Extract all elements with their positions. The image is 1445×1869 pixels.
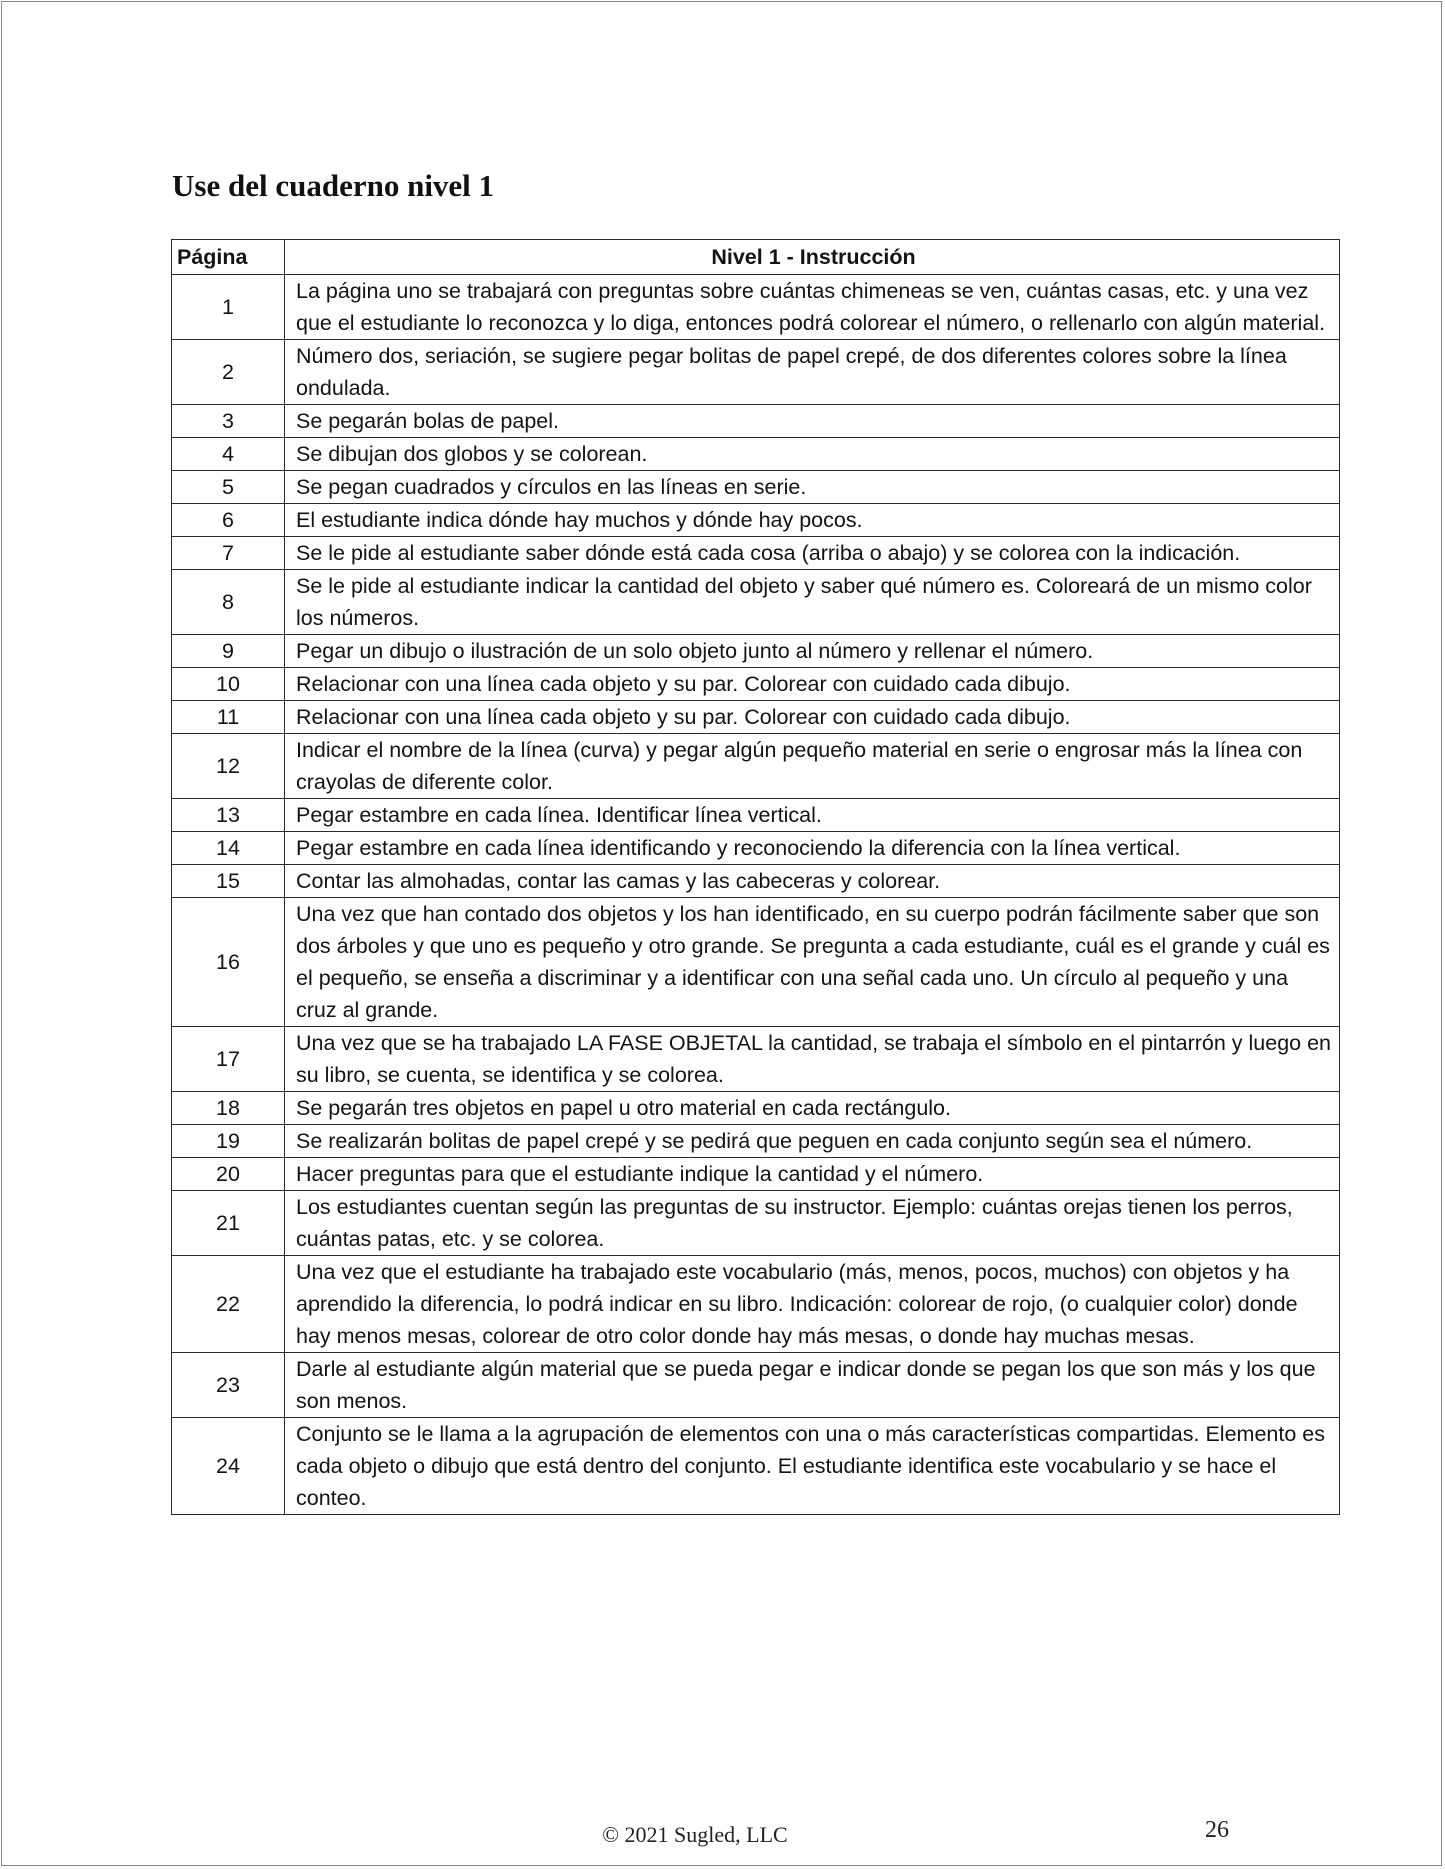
page-number-cell: 6: [172, 504, 285, 537]
page-number-cell: 15: [172, 865, 285, 898]
instruction-table: [171, 239, 1340, 1515]
page-number-cell: 11: [172, 701, 285, 734]
table-row: [172, 832, 1340, 865]
instruction-cell: Una vez que se ha trabajado LA FASE OBJETAL la cantidad, se trabaja el símbolo en el pintarrón y luego en su libro, se cuenta, se identifica y se colorea.: [285, 1027, 1340, 1092]
table-row: [172, 898, 1340, 1027]
instruction-cell: Relacionar con una línea cada objeto y su par. Colorear con cuidado cada dibujo.: [285, 701, 1340, 734]
page-number-cell: 5: [172, 471, 285, 504]
table-row: [172, 1092, 1340, 1125]
table-row: [172, 799, 1340, 832]
table-row: [172, 668, 1340, 701]
table-row: [172, 734, 1340, 799]
table-row: [172, 1158, 1340, 1191]
page-number-cell: 14: [172, 832, 285, 865]
table-row: [172, 1191, 1340, 1256]
page-number-cell: 10: [172, 668, 285, 701]
instruction-cell: Se pegarán tres objetos en papel u otro material en cada rectángulo.: [285, 1092, 1340, 1125]
table-row: [172, 1418, 1340, 1515]
table-row: [172, 1353, 1340, 1418]
instruction-cell: Número dos, seriación, se sugiere pegar bolitas de papel crepé, de dos diferentes colores sobre la línea ondulada.: [285, 340, 1340, 405]
page-number-cell: 16: [172, 898, 285, 1027]
instruction-cell: Se pegan cuadrados y círculos en las líneas en serie.: [285, 471, 1340, 504]
page-number-cell: 20: [172, 1158, 285, 1191]
instruction-cell: Pegar un dibujo o ilustración de un solo objeto junto al número y rellenar el número.: [285, 635, 1340, 668]
instruction-cell: Se realizarán bolitas de papel crepé y se pedirá que peguen en cada conjunto según sea el número.: [285, 1125, 1340, 1158]
table-row: [172, 1125, 1340, 1158]
table-row: [172, 405, 1340, 438]
page-title: Use del cuaderno nivel 1: [172, 168, 495, 203]
page-number-cell: 8: [172, 570, 285, 635]
table-header-row: [172, 240, 1340, 275]
table-row: [172, 570, 1340, 635]
table-row: [172, 635, 1340, 668]
header-page: Página: [172, 240, 285, 275]
instruction-cell: Se dibujan dos globos y se colorean.: [285, 438, 1340, 471]
page-number-cell: 19: [172, 1125, 285, 1158]
instruction-cell: Los estudiantes cuentan según las preguntas de su instructor. Ejemplo: cuántas orejas tienen los perros, cuántas patas, etc. y se colorea.: [285, 1191, 1340, 1256]
page-number-cell: 3: [172, 405, 285, 438]
table-row: [172, 340, 1340, 405]
instruction-cell: La página uno se trabajará con preguntas sobre cuántas chimeneas se ven, cuántas casas, etc. y una vez que el estudiante lo reconozca y lo diga, entonces podrá colorear el número, o rellenarlo con algún material.: [285, 275, 1340, 340]
page-number-cell: 7: [172, 537, 285, 570]
table-row: [172, 275, 1340, 340]
page-number-cell: 4: [172, 438, 285, 471]
footer-copyright: © 2021 Sugled, LLC: [602, 1822, 788, 1847]
page-number-cell: 21: [172, 1191, 285, 1256]
instruction-cell: Una vez que el estudiante ha trabajado este vocabulario (más, menos, pocos, muchos) con objetos y ha aprendido la diferencia, lo podrá indicar en su libro. Indicación: colorear de rojo, (o cualquier color) donde hay menos mesas, colorear de otro color donde hay más mesas, o donde hay muchas mesas.: [285, 1256, 1340, 1353]
page-number-cell: 23: [172, 1353, 285, 1418]
table-row: [172, 537, 1340, 570]
instruction-cell: Darle al estudiante algún material que se pueda pegar e indicar donde se pegan los que son más y los que son menos.: [285, 1353, 1340, 1418]
instruction-cell: Pegar estambre en cada línea. Identificar línea vertical.: [285, 799, 1340, 832]
table-row: [172, 504, 1340, 537]
table-row: [172, 471, 1340, 504]
instruction-cell: Conjunto se le llama a la agrupación de elementos con una o más características compartidas. Elemento es cada objeto o dibujo que está dentro del conjunto. El estudiante identifica este vocabulario y se hace el conteo.: [285, 1418, 1340, 1515]
instruction-cell: Se pegarán bolas de papel.: [285, 405, 1340, 438]
page-number-cell: 24: [172, 1418, 285, 1515]
page-number-cell: 1: [172, 275, 285, 340]
table-row: [172, 701, 1340, 734]
instruction-cell: Se le pide al estudiante indicar la cantidad del objeto y saber qué número es. Coloreará de un mismo color los números.: [285, 570, 1340, 635]
footer-page-number: 26: [1205, 1817, 1229, 1843]
instruction-cell: Relacionar con una línea cada objeto y su par. Colorear con cuidado cada dibujo.: [285, 668, 1340, 701]
table-row: [172, 438, 1340, 471]
header-instruction: Nivel 1 - Instrucción: [285, 240, 1340, 275]
table-row: [172, 1256, 1340, 1353]
table-row: [172, 1027, 1340, 1092]
page-number-cell: 22: [172, 1256, 285, 1353]
instruction-table-container: [171, 239, 1339, 1515]
page-number-cell: 13: [172, 799, 285, 832]
instruction-cell: Una vez que han contado dos objetos y los han identificado, en su cuerpo podrán fácilmente saber que son dos árboles y que uno es pequeño y otro grande. Se pregunta a cada estudiante, cuál es el grande y cuál es el pequeño, se enseña a discriminar y a identificar con una señal cada uno. Un círculo al pequeño y una cruz al grande.: [285, 898, 1340, 1027]
instruction-cell: Se le pide al estudiante saber dónde está cada cosa (arriba o abajo) y se colorea con la indicación.: [285, 537, 1340, 570]
instruction-cell: Indicar el nombre de la línea (curva) y pegar algún pequeño material en serie o engrosar más la línea con crayolas de diferente color.: [285, 734, 1340, 799]
page-number-cell: 17: [172, 1027, 285, 1092]
page-number-cell: 18: [172, 1092, 285, 1125]
instruction-cell: Pegar estambre en cada línea identificando y reconociendo la diferencia con la línea vertical.: [285, 832, 1340, 865]
page-number-cell: 9: [172, 635, 285, 668]
page-number-cell: 2: [172, 340, 285, 405]
instruction-cell: Contar las almohadas, contar las camas y las cabeceras y colorear.: [285, 865, 1340, 898]
page-number-cell: 12: [172, 734, 285, 799]
table-row: [172, 865, 1340, 898]
instruction-cell: El estudiante indica dónde hay muchos y dónde hay pocos.: [285, 504, 1340, 537]
instruction-cell: Hacer preguntas para que el estudiante indique la cantidad y el número.: [285, 1158, 1340, 1191]
